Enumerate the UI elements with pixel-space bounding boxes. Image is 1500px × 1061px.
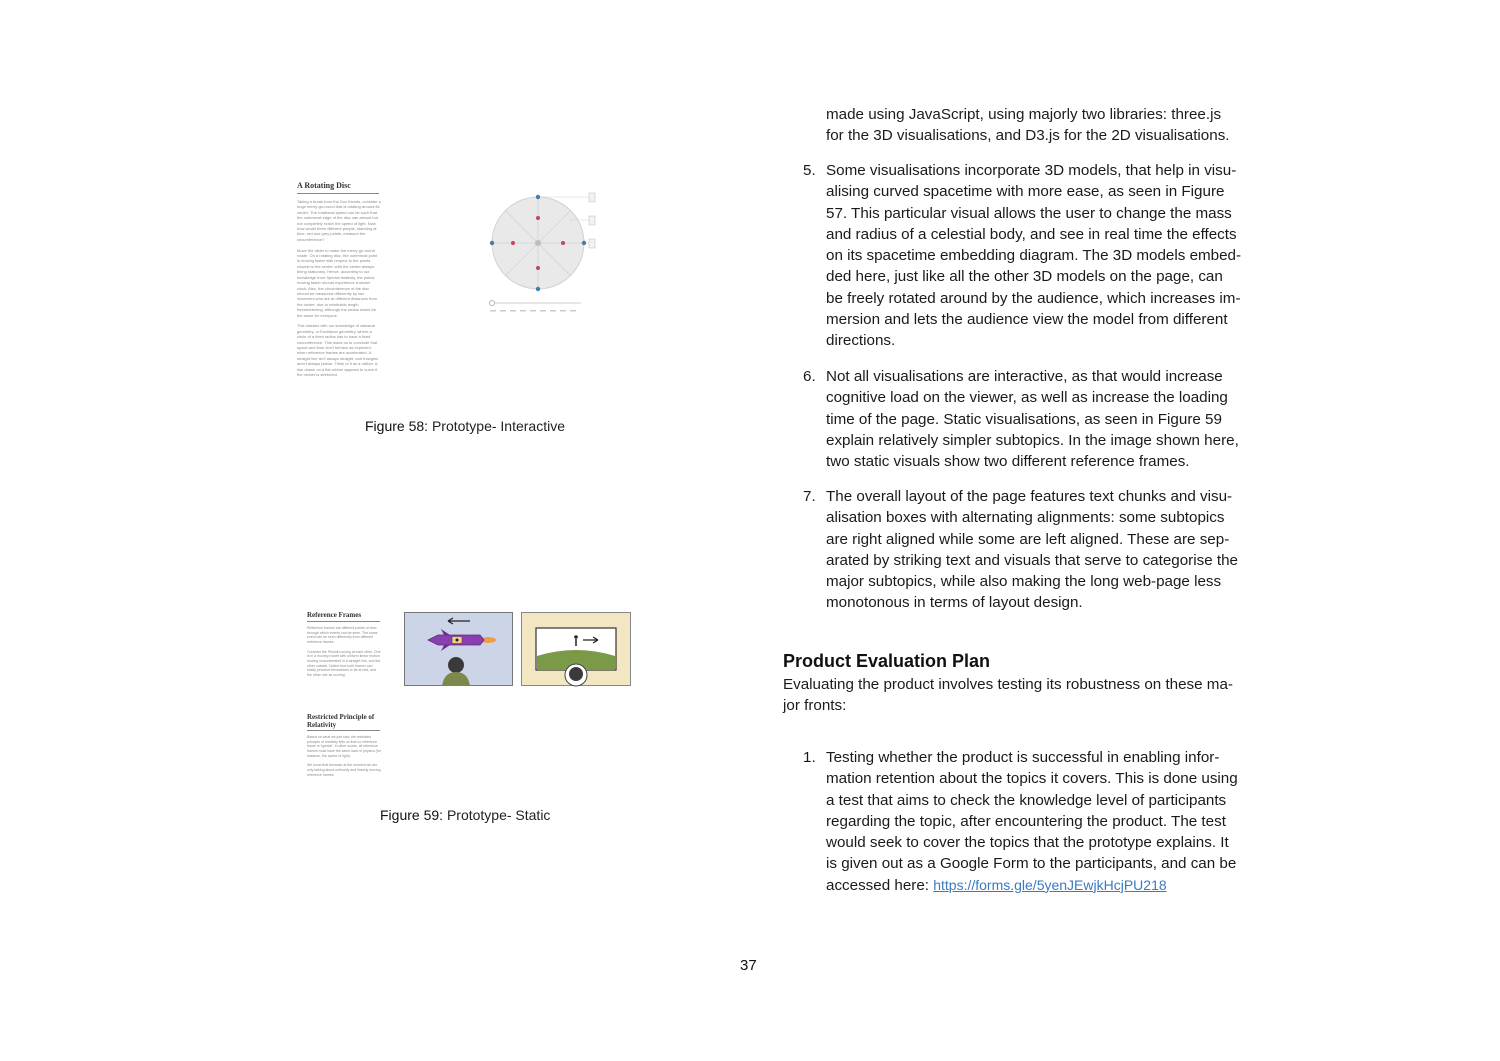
center-point [535, 240, 541, 246]
section-heading: Product Evaluation Plan [783, 651, 991, 671]
blue-point [490, 241, 494, 245]
page-number: 37 [740, 957, 757, 974]
red-point [536, 216, 540, 220]
mock-heading-rule [307, 621, 380, 622]
figure-caption-text: Prototype- Static [446, 807, 551, 823]
measure-box [589, 216, 595, 225]
person-icon [574, 635, 578, 639]
mock-body-text: Based on what we just saw, the restricted principle of relativity tells us that no reference frame is 'special'. In other words, all reference frames must have the same laws of physics (for instance, the speed of light). We know that because at the moment we are only talking about uniformly and linearly moving reference frames. [307, 735, 381, 777]
blue-point [582, 241, 586, 245]
rotating-disc-visual[interactable] [485, 190, 605, 320]
mock-heading-rule [307, 730, 380, 731]
list-text [826, 747, 1281, 896]
red-point [561, 241, 565, 245]
list-text: Some visualisations incorporate 3D models, that help in visu- alising curved spacetime with more ease, as seen in Figure 57. This particular visual allows the user to change the mass and radius of a celestial body, and see in real time the effects on its spacetime embedding diagram. The 3D models embed- ded here, just like all the other 3D models on the page, can be freely rotated around by the audience, which increases im- mersion and lets the audience view the model from different directions. [826, 162, 1242, 350]
mock-body-text: Taking a break from the Doc friends, consider a huge merry-go-round that is rotating around its center. The rotational speed can be such that the outermost edge of the disc can almost but not completely reach the speed of light. Now how would three different people, standing at blue, red and grey points, measure the circumference? Move the slider to make the merry-go-round rotate. On a rotating disc, the outermost point is moving faster with respect to the points closest to the center, with the center always being stationary. Hence, according to our knowledge from Special relativity, the points moving faster should experience a slower clock. Also, the circumference of the disc should be measured differently by two observers who are at different distances from the center, due to relativistic length foreshortening, although the radius would be the same for everyone. This clashes with our knowledge of classical geometry, or Euclidean geometry, where a circle of a fixed radius has to have a fixed circumference. This leads us to conclude that space and time don't behave as expected when reference frames are accelerated. A straight line isn't always straight, and triangles aren't always planar. Think of it as a rubber. A line drawn on a flat rubber appears to curve if the rubber is stretched. [297, 199, 381, 377]
list-number: 7. [803, 488, 816, 505]
list-text: Not all visualisations are interactive, as that would increase cognitive load on the viewer, as well as increase the loading time of the page. Static visualisations, as seen in Figure 59 explain relatively simpler subtopics. In the image shown here, two static visuals show two different reference frames. [826, 368, 1239, 471]
blue-point [536, 195, 540, 199]
figure-58 [295, 180, 615, 400]
mock-heading-rule [297, 193, 379, 194]
measure-box [589, 239, 595, 248]
slider-handle [489, 300, 494, 305]
intro-paragraph: made using JavaScript, using majorly two libraries: three.js for the 3D visualisations, and D3.js for the 2D visualisations. [826, 106, 1230, 145]
figure-59 [306, 610, 636, 790]
figure-58-caption [365, 418, 565, 434]
red-point [511, 241, 515, 245]
section-intro: Evaluating the product involves testing its robustness on these ma- jor fronts: [783, 676, 1233, 715]
observer-frame-illustration [521, 612, 632, 687]
blue-point [536, 287, 540, 291]
list-number: 1. [803, 749, 816, 766]
eval-item-text: Testing whether the product is successful in enabling infor- mation retention about the topics it covers. This is done using a test that aims to check the knowledge level of participants regarding the topic, after encountering the product. The test would seek to cover the topics that the prototype explains. It is given out as a Google Form to the participants, and can be accessed here: [826, 749, 1238, 894]
figure-59-caption [380, 807, 550, 823]
mock-body-text: Reference frames are different points of view through which events can be seen. The same event can be seen differently from different reference frames. Consider the Prismit moving at each other. One is in a moving rocket with uniform linear motion moving unaccelerated in a straight line, and the other outside. Notice how both frames can easily perceive themselves to be at rest, and the other one as moving. [307, 626, 381, 678]
red-point [536, 266, 540, 270]
mock-heading: A Rotating Disc [297, 181, 351, 190]
mock-heading: Restricted Principle of Relativity [307, 713, 375, 729]
rocket-frame-illustration [404, 612, 514, 687]
list-text: The overall layout of the page features text chunks and visu- alisation boxes with alternating alignments: some subtopics are right aligned while some are left aligned. These are sep- arated by striking text and visuals that serve to categorise the major subtopics, while also making the long web-page less monotonous in terms of layout design. [826, 488, 1238, 612]
list-number: 5. [803, 162, 816, 179]
observer-head [448, 657, 464, 673]
mock-heading: Reference Frames [307, 611, 362, 619]
figure-label: Figure 58: [365, 418, 429, 434]
google-form-link[interactable]: https://forms.gle/5yenJEwjkHcjPU218 [933, 876, 1167, 893]
measure-box [589, 193, 595, 202]
list-number: 6. [803, 368, 816, 385]
figure-label: Figure 59: [380, 807, 444, 823]
figure-caption-text: Prototype- Interactive [431, 418, 565, 434]
